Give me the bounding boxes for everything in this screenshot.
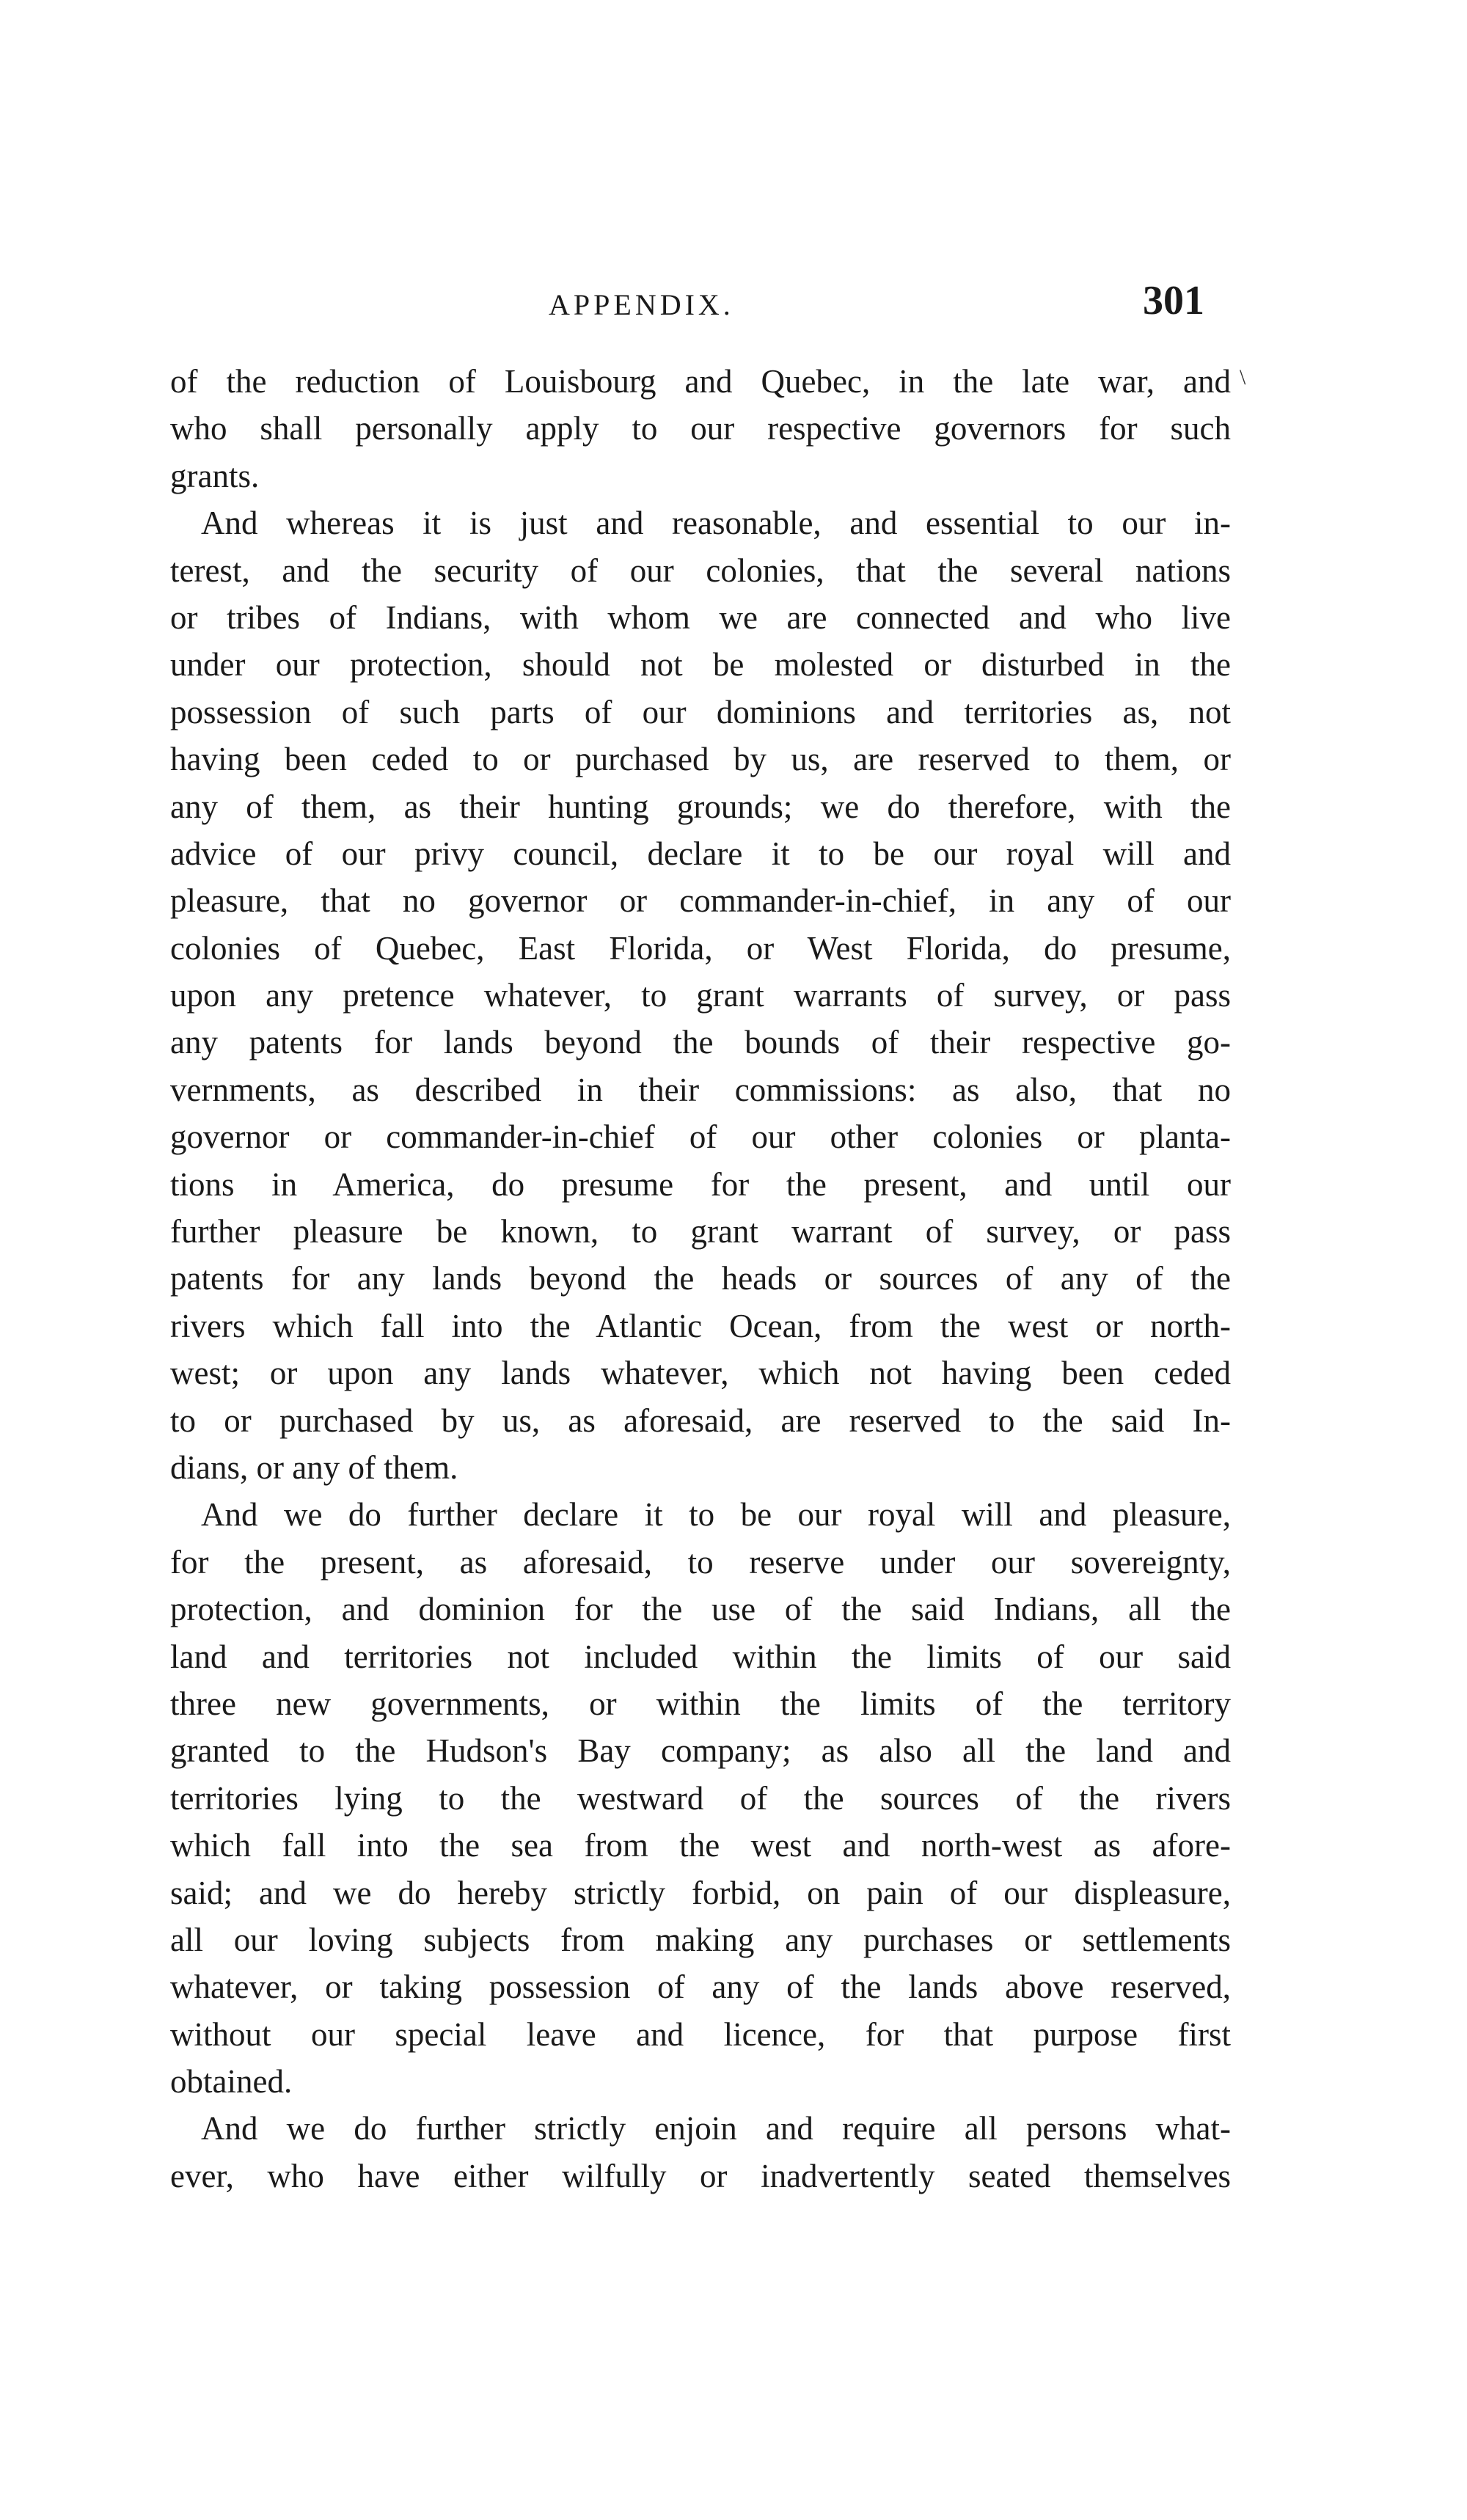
text-line: possession of such parts of our dominions and territories as, not xyxy=(170,693,1231,730)
text-line: without our special leave and licence, for that purpose first xyxy=(170,2015,1231,2053)
text-line: patents for any lands beyond the heads or sources of any of the xyxy=(170,1260,1231,1297)
text-line: of the reduction of Louisbourg and Quebec, in the late war, and xyxy=(170,363,1231,400)
text-line: or tribes of Indians, with whom we are connected and who live xyxy=(170,598,1231,636)
text-line: any patents for lands beyond the bounds of their respective go- xyxy=(170,1024,1231,1061)
text-line: west; or upon any lands whatever, which not having been ceded xyxy=(170,1355,1231,1392)
text-line: said; and we do hereby strictly forbid, on pain of our displeasure, xyxy=(170,1874,1231,1911)
text-line: grants. xyxy=(170,457,260,494)
text-line: And we do further declare it to be our royal will and pleasure, xyxy=(201,1496,1231,1534)
text-line: rivers which fall into the Atlantic Ocean, from the west or north- xyxy=(170,1307,1231,1344)
body-text xyxy=(170,358,1231,2199)
text-line: three new governments, or within the limits of the territory xyxy=(170,1685,1231,1722)
text-line: colonies of Quebec, East Florida, or West Florida, do presume, xyxy=(170,929,1231,967)
text-line: advice of our privy council, declare it to be our royal will and xyxy=(170,835,1231,872)
text-line: upon any pretence whatever, to grant warrants of survey, or pass xyxy=(170,977,1231,1014)
margin-mark: \ xyxy=(1240,365,1246,389)
text-line: vernments, as described in their commissions: as also, that no xyxy=(170,1071,1231,1108)
text-line: obtained. xyxy=(170,2063,293,2100)
text-line: to or purchased by us, as aforesaid, are reserved to the said In- xyxy=(170,1402,1231,1439)
text-line: protection, and dominion for the use of the said Indians, all the xyxy=(170,1591,1231,1628)
text-line: pleasure, that no governor or commander-in-chief, in any of our xyxy=(170,882,1231,920)
text-line: And whereas it is just and reasonable, and essential to our in- xyxy=(201,505,1231,542)
text-line: all our loving subjects from making any purchases or settlements xyxy=(170,1921,1231,1958)
page-number: 301 xyxy=(1143,278,1204,323)
text-line: which fall into the sea from the west and north-west as afore- xyxy=(170,1827,1231,1864)
text-line: dians, or any of them. xyxy=(170,1448,458,1486)
running-head xyxy=(0,279,1467,330)
text-line: whatever, or taking possession of any of the lands above reserved, xyxy=(170,1968,1231,2006)
running-title: APPENDIX. xyxy=(549,288,734,321)
text-line: further pleasure be known, to grant warrant of survey, or pass xyxy=(170,1213,1231,1250)
text-line: any of them, as their hunting grounds; we do therefore, with the xyxy=(170,788,1231,825)
text-line: for the present, as aforesaid, to reserve under our sovereignty, xyxy=(170,1543,1231,1581)
text-line: territories lying to the westward of the sources of the rivers xyxy=(170,1779,1231,1817)
text-line: who shall personally apply to our respective governors for such xyxy=(170,410,1231,447)
text-line: And we do further strictly enjoin and require all persons what- xyxy=(201,2110,1231,2147)
text-line: ever, who have either wilfully or inadvertently seated themselves xyxy=(170,2157,1231,2194)
text-line: tions in America, do presume for the present, and until our xyxy=(170,1165,1231,1203)
text-line: having been ceded to or purchased by us, are reserved to them, or xyxy=(170,741,1231,778)
text-line: land and territories not included within the limits of our said xyxy=(170,1638,1231,1675)
text-line: governor or commander-in-chief of our other colonies or planta- xyxy=(170,1118,1231,1156)
text-line: under our protection, should not be molested or disturbed in the xyxy=(170,646,1231,684)
text-line: granted to the Hudson's Bay company; as also all the land and xyxy=(170,1732,1231,1770)
text-line: terest, and the security of our colonies, that the several nations xyxy=(170,552,1231,589)
